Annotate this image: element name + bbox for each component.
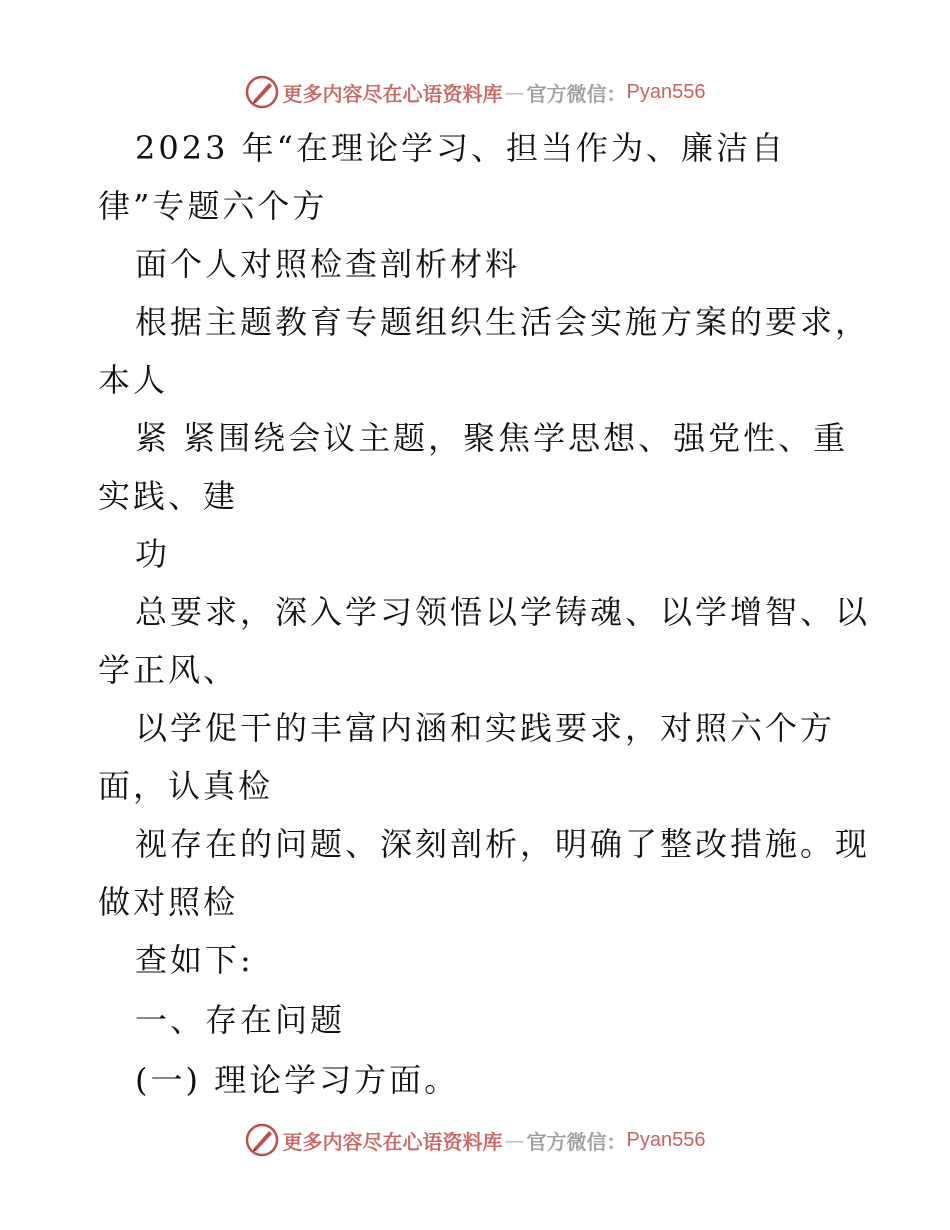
watermark-wechat-id: Pyan556 — [626, 1128, 706, 1151]
watermark-separator: — — [504, 80, 525, 104]
doc-paragraph-line: 实践、建 — [98, 477, 239, 515]
doc-title-line-1: 2023 年“在理论学习、担当作为、廉洁自 — [135, 129, 786, 167]
watermark-separator: — — [504, 1128, 525, 1152]
subsection-heading: (一) 理论学习方面。 — [135, 1061, 460, 1099]
doc-paragraph-line: 总要求，深入学习领悟以学铸魂、以学增智、以 — [135, 593, 871, 631]
doc-paragraph-line: 面，认真检 — [98, 767, 274, 805]
doc-paragraph-line: 本人 — [98, 361, 169, 399]
footer-watermark — [0, 1120, 950, 1160]
doc-paragraph-line: 以学促干的丰富内涵和实践要求，对照六个方 — [135, 709, 836, 747]
doc-paragraph-line: 功 — [135, 535, 171, 573]
pen-logo-icon — [245, 75, 279, 109]
doc-paragraph-line: 视存在的问题、深刻剖析，明确了整改措施。现 — [135, 825, 871, 863]
doc-paragraph-line: 做对照检 — [98, 883, 239, 921]
watermark-site-text: 更多内容尽在心语资料库 — [282, 81, 503, 106]
doc-title-line-2: 律”专题六个方 — [98, 187, 328, 225]
doc-paragraph-line: 学正风、 — [98, 651, 239, 689]
section-heading: 一、存在问题 — [135, 1001, 346, 1039]
header-watermark — [0, 72, 950, 112]
doc-paragraph-line: 紧 紧围绕会议主题，聚焦学思想、强党性、重 — [135, 419, 849, 457]
watermark-wechat-label: 官方微信： — [526, 81, 627, 106]
doc-title-line-3: 面个人对照检查剖析材料 — [135, 245, 521, 283]
watermark-wechat-id: Pyan556 — [626, 80, 706, 103]
doc-paragraph-line: 根据主题教育专题组织生活会实施方案的要求， — [135, 303, 871, 341]
watermark-wechat-label: 官方微信： — [526, 1129, 627, 1154]
doc-paragraph-line: 查如下: — [135, 941, 254, 979]
watermark-site-text: 更多内容尽在心语资料库 — [282, 1129, 503, 1154]
pen-logo-icon — [245, 1123, 279, 1157]
